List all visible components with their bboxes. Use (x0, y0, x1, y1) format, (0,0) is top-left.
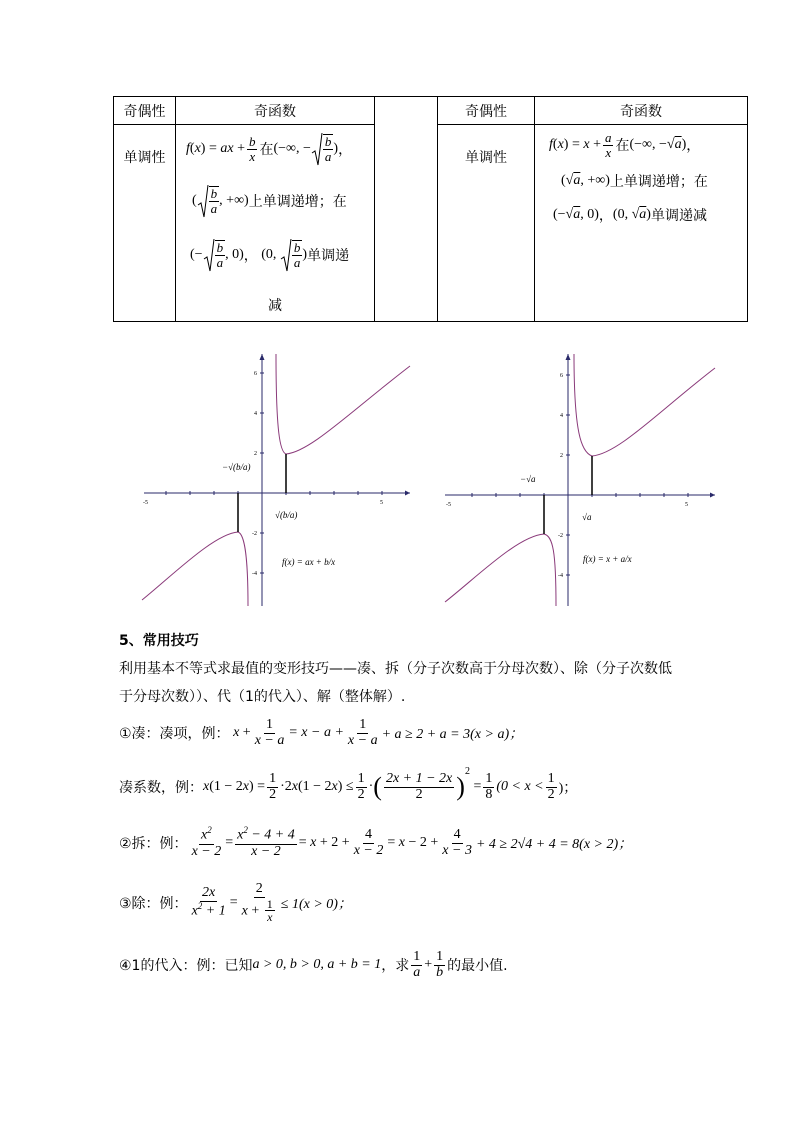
sqrt-icon (197, 183, 209, 219)
example-1: ①凑：凑项，例： x + $\frac{1}{x - a}$ = x − a + $\frac{1}{x - a}$ + a ≥ 2 + a = 3(x > a)； (119, 716, 524, 748)
parity-label-left: 奇偶性 (114, 97, 176, 125)
y-tick: 2 (560, 453, 563, 459)
y-tick: 4 (254, 411, 257, 417)
curve-right-branch (574, 354, 715, 456)
label-pos-sqrt: √a (582, 512, 592, 522)
y-tick: -2 (252, 531, 257, 537)
left-inc-text: 上单调递增；在 (248, 194, 347, 210)
x-tick-neg: -5 (446, 502, 451, 508)
x-tick-neg: -5 (143, 500, 148, 506)
graph-caption: f(x) = x + a/x (583, 554, 632, 564)
right-dec-text: 单调递减 (650, 208, 707, 224)
x-tick-pos: 5 (685, 502, 688, 508)
example-2: 凑系数，例： x (1 − 2 x ) = $\frac{1}{2}$ ·2 x (1 − 2 x ) ≤ $\frac{1}{2}$ · ( $\frac{2x + 1 - 2x}{2}$ ) $^2$ = $\frac{1}{8}$ (0 < x < $\frac{1}{2}$ )； (119, 766, 578, 802)
y-tick: 6 (560, 373, 563, 379)
graph-left (140, 352, 412, 608)
table-spacer (375, 97, 438, 322)
sqrt-icon (311, 131, 323, 167)
x-tick-pos: 5 (380, 500, 383, 506)
parity-value-right: 奇函数 (535, 97, 748, 125)
monotonic-cell-left: f ( x ) = ax + $\frac{b}{x}$ 在 (−∞, − $\frac{b}{a}$ ) ， ( $\frac{b}{a}$ , +∞) 上单调递增；在 (− $\frac{b}{a}$ , 0) ， (0, $\frac{b}{a}$ ) 单调递 减 (176, 125, 375, 322)
y-tick: -4 (252, 571, 257, 577)
y-tick: 4 (560, 413, 563, 419)
monotonic-label-right: 单调性 (438, 125, 535, 322)
curve-left-branch (142, 532, 248, 606)
example-3: ②拆：例： $\frac{x^2}{x - 2}$ = $\frac{x^2 - 4 + 4}{x - 2}$ = x + 2 + $\frac{4}{x - 2}$ = x − 2 + $\frac{4}{x - 3}$ + 4 ≥ 2√4 + 4 = 8(x > 2)； (119, 825, 633, 859)
parity-label-right: 奇偶性 (438, 97, 535, 125)
curve-right-branch (276, 354, 410, 454)
y-tick: -4 (558, 573, 563, 579)
curve-left-branch (445, 534, 556, 606)
left-dec-tail: 减 (268, 298, 282, 314)
sqrt-icon (280, 237, 292, 273)
monotonic-label-left: 单调性 (114, 125, 176, 322)
label-pos-sqrt: √(b/a) (275, 510, 298, 520)
example-4: ③除：例： $\frac{2x}{x^2 + 1}$ = 2 x + $\frac{1}{x}$ ≤ 1(x > 0)； (119, 881, 352, 925)
parity-value-left: 奇函数 (176, 97, 375, 125)
label-neg-sqrt: −√a (520, 474, 536, 484)
intro-line-1: 利用基本不等式求最值的变形技巧——凑、拆（分子次数高于分母次数）、除（分子次数低 (119, 661, 672, 677)
example-5: ④1的代入：例：已知 a > 0, b > 0, a + b = 1 ，求 $\frac{1}{a}$ + $\frac{1}{b}$ 的最小值. (119, 948, 508, 980)
section-heading: 5、常用技巧 (119, 633, 199, 649)
y-tick: 6 (254, 371, 257, 377)
properties-table (113, 96, 748, 322)
intro-line-2: 于分母次数））、代（1的代入）、解（整体解）. (119, 689, 406, 705)
left-on-text: 在 (259, 142, 274, 158)
y-tick: 2 (254, 451, 257, 457)
monotonic-cell-right: f ( x ) = x + $\frac{a}{x}$ 在 (−∞, −√ a ) ， (√ a , +∞) 上单调递增；在 (−√ a , 0) ， (0, √ a ) 单调递减 (535, 125, 748, 322)
graph-right (443, 352, 717, 608)
graph-caption: f(x) = ax + b/x (282, 557, 336, 567)
right-inc-text: 上单调递增；在 (609, 174, 708, 190)
label-neg-sqrt: −√(b/a) (222, 462, 251, 472)
left-dec-text: 单调递 (307, 248, 350, 264)
sqrt-icon (203, 237, 215, 273)
y-tick: -2 (558, 533, 563, 539)
